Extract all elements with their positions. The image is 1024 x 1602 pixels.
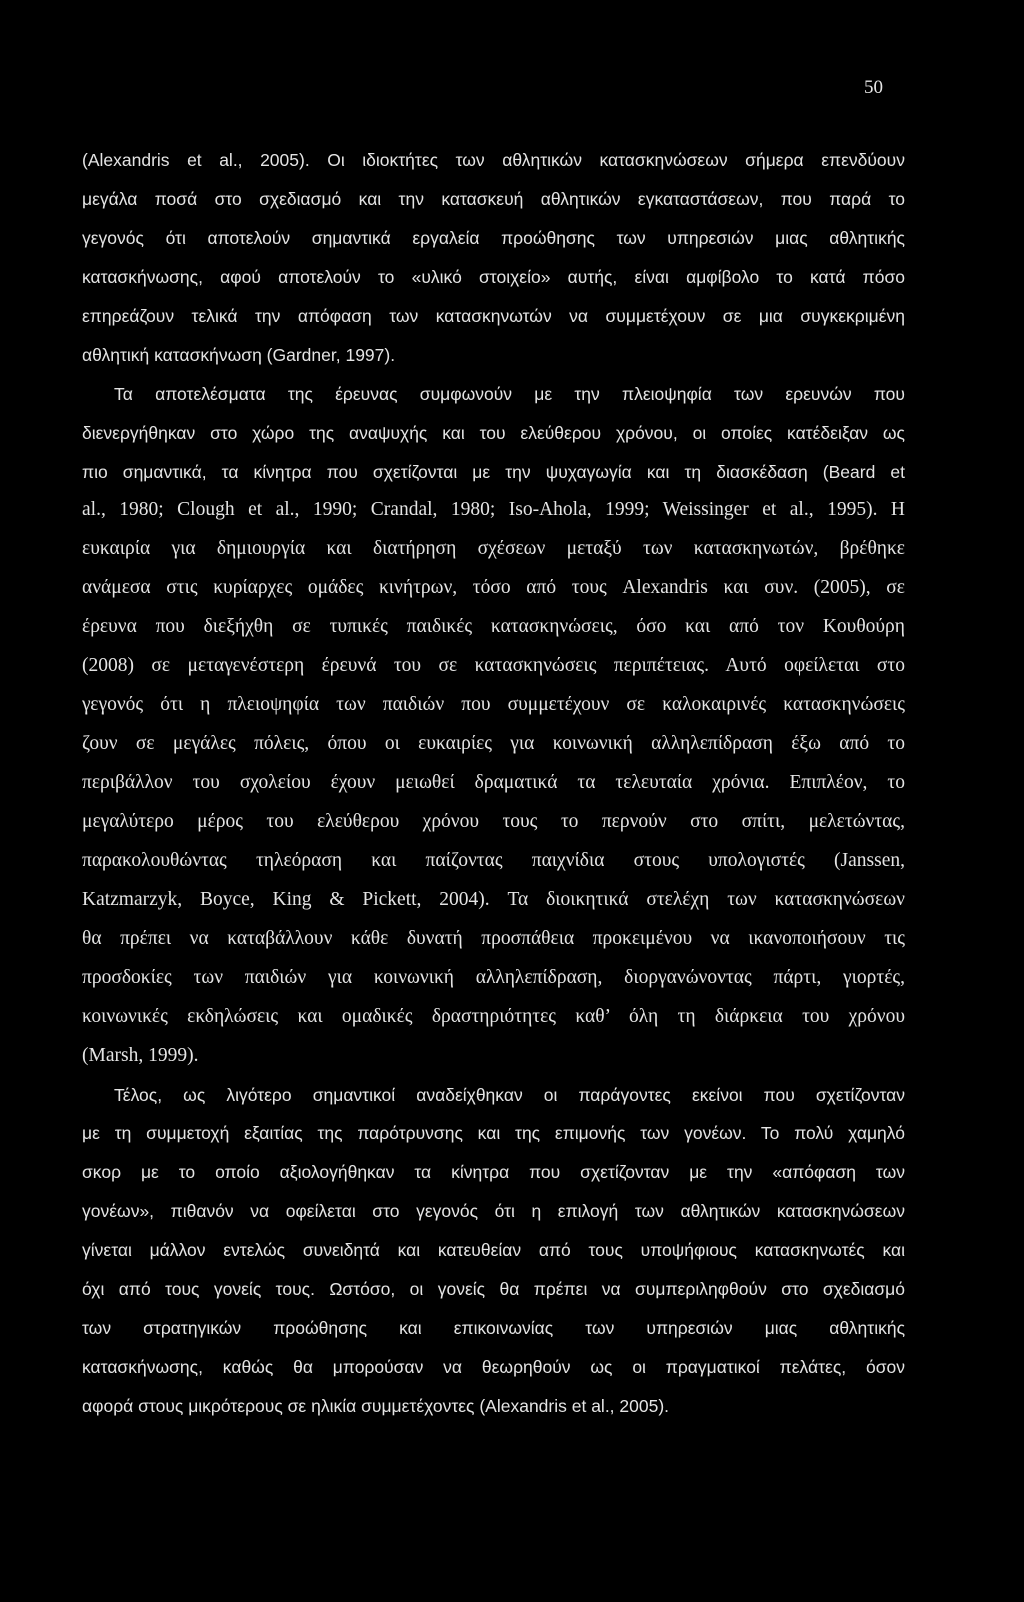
text-line: γεγονός ότι αποτελούν σημαντικά εργαλεία προώθησης των υπηρεσιών μιας αθλητικής [82, 227, 905, 248]
text-line: κοινωνικές εκδηλώσεις και ομαδικές δραστηριότητες καθ’ όλη τη διάρκεια του χρόνου [82, 1005, 905, 1027]
text-line: γονέων», πιθανόν να οφείλεται στο γεγονός ότι η επιλογή των αθλητικών κατασκηνώσεων [82, 1201, 905, 1222]
text-line: Katzmarzyk, Boyce, King & Pickett, 2004). Τα διοικητικά στελέχη των κατασκηνώσεων [82, 888, 905, 910]
text-line: (2008) σε μεταγενέστερη έρευνά του σε κατασκηνώσεις περιπέτειας. Αυτό οφείλεται στο [82, 655, 905, 677]
text-line: των στρατηγικών προώθησης και επικοινωνίας των υπηρεσιών μιας αθλητικής [82, 1318, 905, 1339]
text-line: Τα αποτελέσματα της έρευνας συμφωνούν με την πλειοψηφία των ερευνών που [114, 383, 905, 404]
text-line: ζουν σε μεγάλες πόλεις, όπου οι ευκαιρίες για κοινωνική αλληλεπίδραση έξω από το [82, 733, 905, 755]
text-line: διενεργήθηκαν στο χώρο της αναψυχής και του ελεύθερου χρόνου, οι οποίες κατέδειξαν ως [82, 422, 905, 443]
text-line: με τη συμμετοχή εξαιτίας της παρότρυνσης και της επιμονής των γονέων. Το πολύ χαμηλό [82, 1123, 905, 1144]
text-line: προσδοκίες των παιδιών για κοινωνική αλληλεπίδραση, διοργανώνοντας πάρτι, γιορτές, [82, 966, 905, 988]
paragraph [82, 375, 905, 1076]
text-line: al., 1980; Clough et al., 1990; Crandal, 1980; Iso-Ahola, 1999; Weissinger et al., 1995). Η [82, 499, 905, 521]
text-line: θα πρέπει να καταβάλλουν κάθε δυνατή προσπάθεια προκειμένου να ικανοποιήσουν τις [82, 927, 905, 949]
text-line: έρευνα που διεξήχθη σε τυπικές παιδικές κατασκηνώσεις, όσο και από τον Κουθούρη [82, 616, 905, 638]
text-line: κατασκήνωσης, καθώς θα μπορούσαν να θεωρηθούν ως οι πραγματικοί πελάτες, όσον [82, 1357, 905, 1378]
text-line: κατασκήνωσης, αφού αποτελούν το «υλικό στοιχείο» αυτής, είναι αμφίβολο το κατά πόσο [82, 266, 905, 287]
paragraph [82, 1076, 905, 1426]
body-text [82, 141, 905, 1426]
text-line: επηρεάζουν τελικά την απόφαση των κατασκηνωτών να συμμετέχουν σε μια συγκεκριμένη [82, 305, 905, 326]
text-line: όχι από τους γονείς τους. Ωστόσο, οι γονείς θα πρέπει να συμπεριληφθούν στο σχεδιασμό [82, 1279, 905, 1300]
text-line: πιο σημαντικά, τα κίνητρα που σχετίζονται με την ψυχαγωγία και τη διασκέδαση (Beard et [82, 461, 905, 482]
text-line: παρακολουθώντας τηλεόραση και παίζοντας παιχνίδια στους υπολογιστές (Janssen, [82, 849, 905, 871]
text-line: ευκαιρία για δημιουργία και διατήρηση σχέσεων μεταξύ των κατασκηνωτών, βρέθηκε [82, 538, 905, 560]
text-line: (Marsh, 1999). [82, 1044, 199, 1066]
text-line: αθλητική κατασκήνωση (Gardner, 1997). [82, 344, 396, 365]
text-line: (Alexandris et al., 2005). Οι ιδιοκτήτες των αθλητικών κατασκηνώσεων σήμερα επενδύουν [82, 150, 905, 170]
text-line: γίνεται μάλλον εντελώς συνειδητά και κατευθείαν από τους υποψήφιους κατασκηνωτές και [82, 1240, 905, 1261]
text-line: σκορ με το οποίο αξιολογήθηκαν τα κίνητρα που σχετίζονταν με την «απόφαση των [82, 1162, 905, 1183]
text-line: αφορά στους μικρότερους σε ηλικία συμμετέχοντες (Alexandris et al., 2005). [82, 1396, 670, 1416]
text-line: μεγάλα ποσά στο σχεδιασμό και την κατασκευή αθλητικών εγκαταστάσεων, που παρά το [82, 188, 905, 209]
text-line: μεγαλύτερο μέρος του ελεύθερου χρόνου τους το περνούν στο σπίτι, μελετώντας, [82, 810, 905, 832]
text-line: Τέλος, ως λιγότερο σημαντικοί αναδείχθηκαν οι παράγοντες εκείνοι που σχετίζονταν [114, 1084, 905, 1105]
text-line: περιβάλλον του σχολείου έχουν μειωθεί δραματικά τα τελευταία χρόνια. Επιπλέον, το [82, 772, 905, 793]
paragraph [82, 141, 905, 375]
text-line: ανάμεσα στις κυρίαρχες ομάδες κινήτρων, τόσο από τους Alexandris και συν. (2005), σε [82, 577, 905, 599]
text-line: γεγονός ότι η πλειοψηφία των παιδιών που συμμετέχουν σε καλοκαιρινές κατασκηνώσεις [82, 694, 905, 716]
page-number: 50 [864, 77, 883, 98]
